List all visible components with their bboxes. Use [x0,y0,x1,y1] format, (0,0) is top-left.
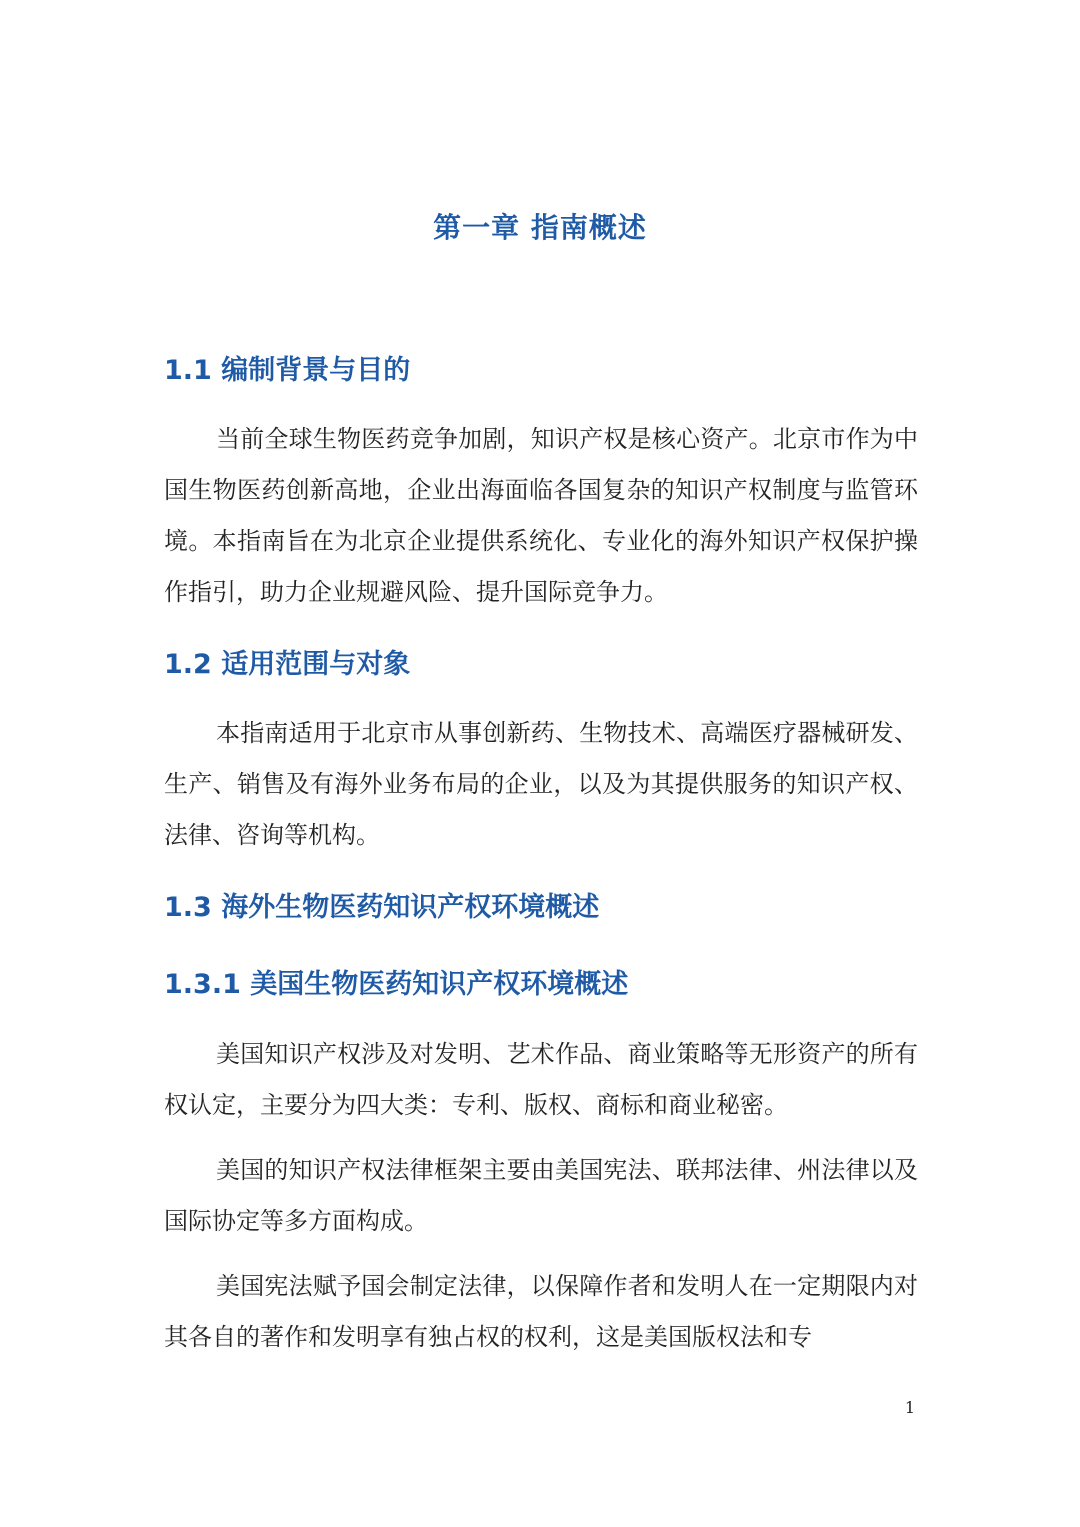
section-1-3-1-paragraph-2: 美国的知识产权法律框架主要由美国宪法、联邦法律、州法律以及国际协定等多方面构成。 [164,1156,918,1235]
section-heading-1-3-1: 1.3.1 美国生物医药知识产权环境概述 [164,969,629,1000]
section-heading-1-3: 1.3 海外生物医药知识产权环境概述 [164,892,600,923]
section-1-3-1-paragraph-3: 美国宪法赋予国会制定法律，以保障作者和发明人在一定期限内对其各自的著作和发明享有独占权的权利，这是美国版权法和专 [164,1272,918,1351]
section-1-3-1-paragraph-1: 美国知识产权涉及对发明、艺术作品、商业策略等无形资产的所有权认定，主要分为四大类：专利、版权、商标和商业秘密。 [164,1040,918,1119]
section-heading-1-2: 1.2 适用范围与对象 [164,649,411,680]
section-heading-1-1: 1.1 编制背景与目的 [164,355,411,386]
section-1-1-paragraph: 当前全球生物医药竞争加剧，知识产权是核心资产。北京市作为中国生物医药创新高地，企业出海面临各国复杂的知识产权制度与监管环境。本指南旨在为北京企业提供系统化、专业化的海外知识产权保护操作指引，助力企业规避风险、提升国际竞争力。 [164,425,918,606]
section-1-2-paragraph: 本指南适用于北京市从事创新药、生物技术、高端医疗器械研发、生产、销售及有海外业务布局的企业，以及为其提供服务的知识产权、法律、咨询等机构。 [164,719,918,849]
chapter-title: 第一章 指南概述 [433,211,647,244]
page-number: 1 [904,1398,916,1417]
